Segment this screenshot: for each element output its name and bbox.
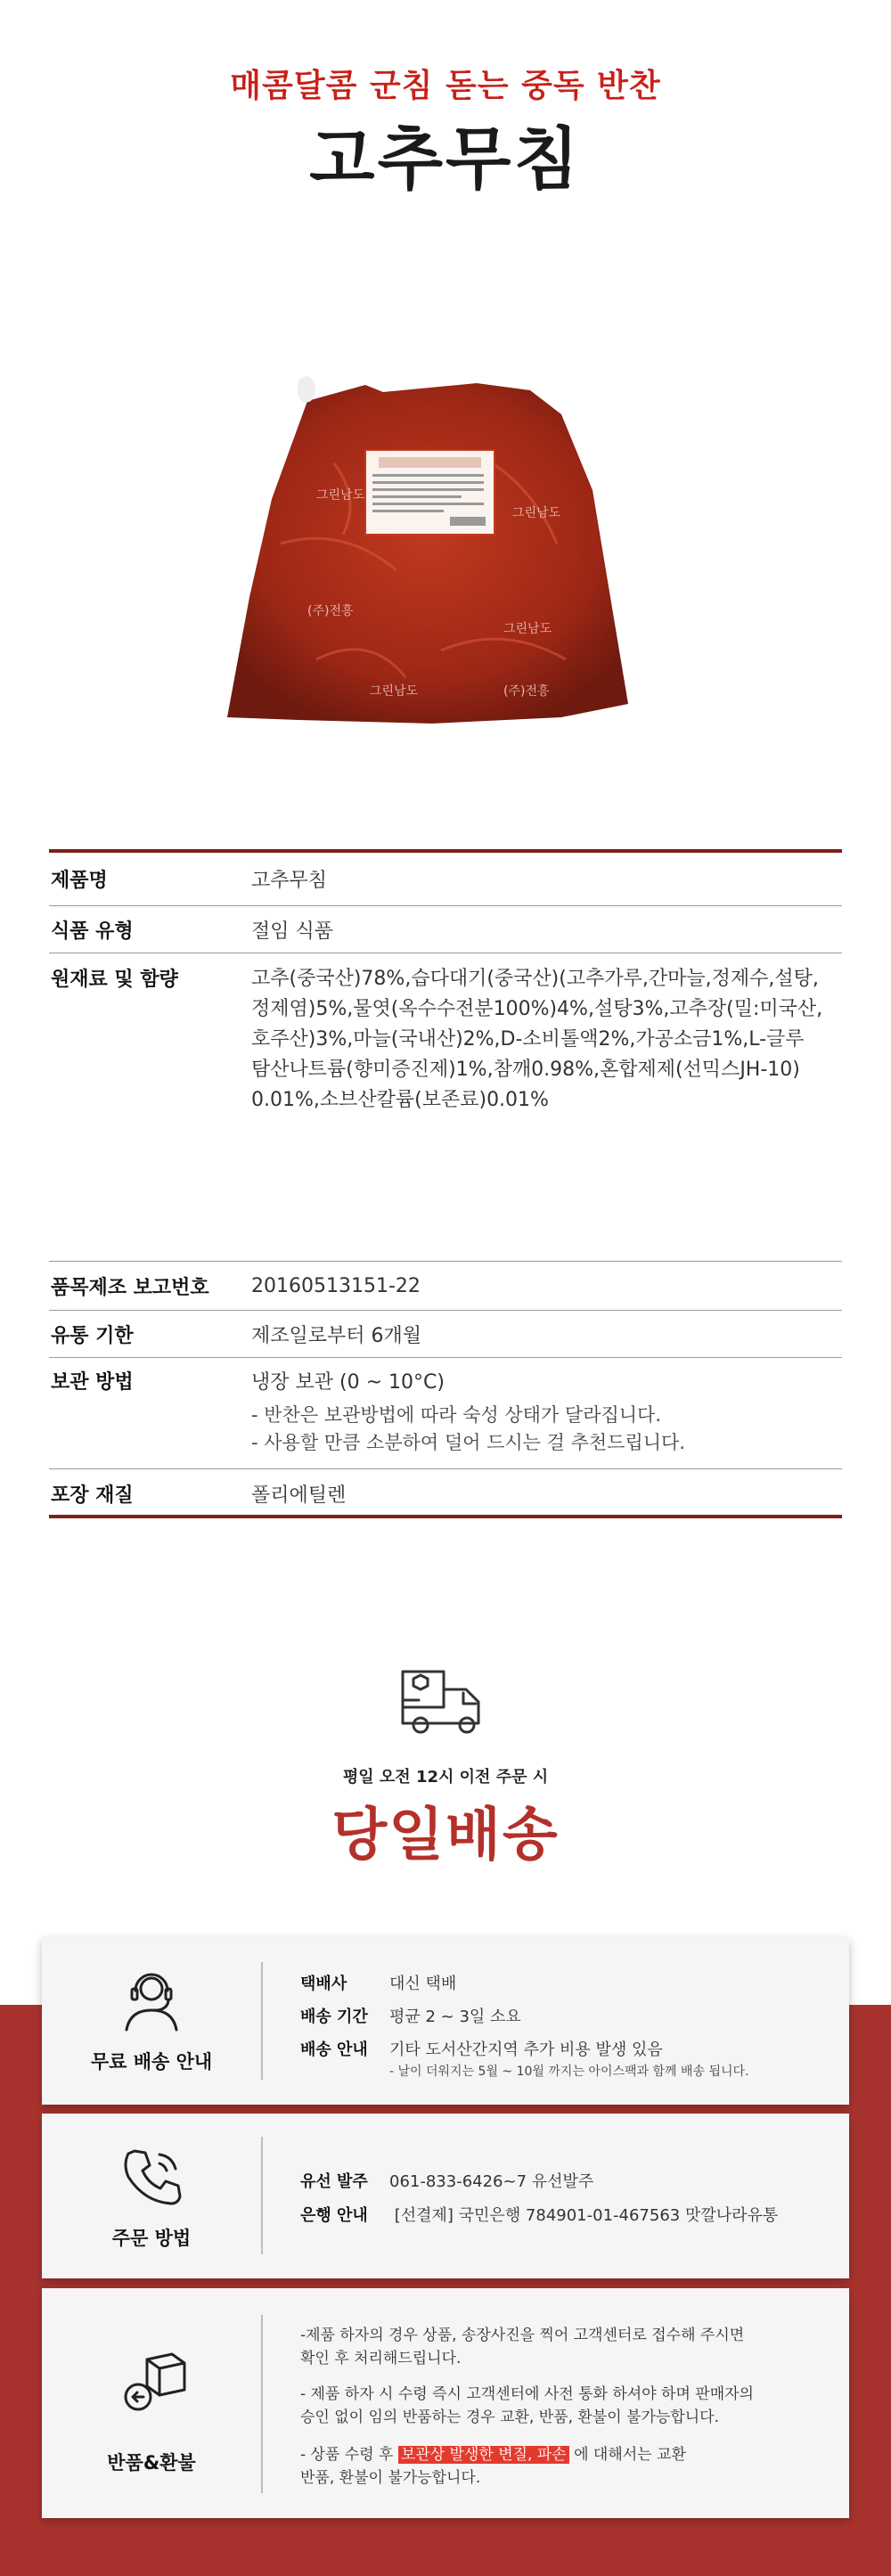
row-key: 유선 발주 — [300, 2172, 368, 2191]
row-key: 식품 유형 — [51, 920, 134, 943]
policy-line: 반품, 환불이 불가능합니다. — [300, 2469, 481, 2487]
policy-text: - 상품 수령 후 — [300, 2446, 398, 2464]
table-row — [49, 1311, 842, 1358]
shipping-info-card — [42, 1937, 849, 2105]
row-key: 배송 안내 — [300, 2040, 368, 2059]
row-key: 배송 기간 — [300, 2008, 368, 2026]
row-value: 평균 2 ~ 3일 소요 — [389, 2008, 521, 2026]
svg-text:그린남도: 그린남도 — [512, 506, 561, 520]
delivery-notice-row — [300, 2037, 663, 2060]
product-info-table — [49, 853, 842, 1518]
ingredients-line: 고추(중국산)78%,습다대기(중국산)(고추가루,간마늘,정제수,설탕, — [251, 968, 819, 990]
divider — [261, 1962, 263, 2080]
policy-line: 확인 후 처리해드립니다. — [300, 2350, 462, 2367]
row-value: 기타 도서산간지역 추가 비용 발생 있음 — [389, 2040, 663, 2059]
courier-row — [300, 1971, 456, 1994]
ingredients-line: 정제염)5%,물엿(옥수수전분100%)4%,설탕3%,고추장(밀:미국산, — [251, 998, 823, 1020]
ingredients-line: 탐산나트륨(향미증진제)1%,참깨0.98%,혼합제제(선믹스JH-10) — [251, 1059, 800, 1081]
row-value: 폴리에틸렌 — [251, 1484, 347, 1507]
divider — [261, 2315, 263, 2493]
table-row — [49, 853, 842, 906]
divider — [261, 2137, 263, 2254]
highlighted-damage-text: 보관상 발생한 변질, 파손 — [398, 2446, 569, 2464]
product-image — [209, 365, 655, 740]
return-box-icon — [120, 2351, 188, 2422]
row-value: 제조일로부터 6개월 — [251, 1324, 422, 1347]
ingredients-line: 0.01%,소브산칼륨(보존료)0.01% — [251, 1089, 549, 1111]
delivery-period-row — [300, 2004, 521, 2027]
svg-text:그린남도: 그린남도 — [316, 488, 365, 503]
row-value: 대신 택배 — [389, 1975, 457, 1993]
page-subtitle: 매콤달콤 군침 돋는 중독 반찬 — [230, 68, 661, 104]
svg-text:(주)전흥: (주)전흥 — [503, 684, 550, 699]
row-value: 냉장 보관 (0 ~ 10°C) — [251, 1371, 445, 1394]
row-key: 보관 방법 — [51, 1371, 134, 1394]
ingredients-line: 호주산)3%,마늘(국내산)2%,D-소비톨액2%,가공소금1%,L-글루 — [251, 1028, 805, 1051]
bank-info-row — [300, 2203, 778, 2226]
policy-line: - 제품 하자 시 수령 즉시 고객센터에 사전 통화 하셔야 하며 판매자의 — [300, 2385, 754, 2403]
row-key: 은행 안내 — [300, 2206, 368, 2225]
row-value: 고추무침 — [251, 870, 328, 892]
page-title: 고추무침 — [309, 119, 582, 199]
row-value: 20160513151-22 — [251, 1274, 421, 1297]
row-key: 품목제조 보고번호 — [51, 1276, 209, 1299]
delivery-truck-icon — [399, 1666, 492, 1738]
return-policy-2 — [300, 2383, 799, 2429]
row-value: 절임 식품 — [251, 920, 334, 943]
row-key: 유통 기한 — [51, 1324, 134, 1347]
same-day-delivery-title: 당일배송 — [331, 1803, 560, 1869]
svg-text:(주)전흥: (주)전흥 — [307, 604, 354, 618]
phone-icon — [122, 2146, 184, 2212]
return-card-label: 반품&환불 — [107, 2452, 196, 2474]
table-row — [49, 1358, 842, 1469]
return-refund-card — [42, 2288, 849, 2518]
order-card-label: 주문 방법 — [111, 2228, 192, 2249]
storage-note: - 반찬은 보관방법에 따라 숙성 상태가 달라집니다. — [251, 1404, 662, 1426]
row-key: 택배사 — [300, 1975, 347, 1993]
phone-order-row — [300, 2169, 593, 2192]
shipping-card-label: 무료 배송 안내 — [90, 2051, 213, 2073]
row-key: 원재료 및 함량 — [51, 969, 178, 991]
order-method-card — [42, 2114, 849, 2278]
svg-text:그린남도: 그린남도 — [503, 622, 552, 636]
row-key: 제품명 — [51, 870, 108, 892]
row-value: [선결제] 국민은행 784901-01-467563 맛깔나라유통 — [389, 2206, 779, 2225]
svg-text:그린남도: 그린남도 — [370, 684, 419, 699]
policy-line: 승인 없이 임의 반품하는 경우 교환, 반품, 환불이 불가능합니다. — [300, 2408, 719, 2426]
row-key: 포장 재질 — [51, 1484, 134, 1507]
storage-note: - 사용할 만큼 소분하여 덜어 드시는 걸 추천드립니다. — [251, 1432, 685, 1453]
table-row — [49, 906, 842, 953]
table-row — [49, 1262, 842, 1311]
table-row — [49, 1469, 842, 1518]
return-policy-3 — [300, 2443, 799, 2490]
ice-pack-note: - 날이 더워지는 5월 ~ 10월 까지는 아이스팩과 함께 배송 됩니다. — [389, 2065, 749, 2079]
headset-icon — [118, 1967, 185, 2035]
delivery-condition: 평일 오전 12시 이전 주문 시 — [342, 1768, 549, 1787]
ingredients-text — [251, 964, 842, 1116]
table-row — [49, 953, 842, 1262]
policy-text: 에 대해서는 교환 — [568, 2446, 686, 2464]
table-bottom-border — [49, 1515, 842, 1518]
row-value[interactable]: 061-833-6426~7 유선발주 — [389, 2172, 594, 2191]
return-policy-1 — [300, 2324, 799, 2370]
policy-line: -제품 하자의 경우 상품, 송장사진을 찍어 고객센터로 접수해 주시면 — [300, 2327, 745, 2344]
